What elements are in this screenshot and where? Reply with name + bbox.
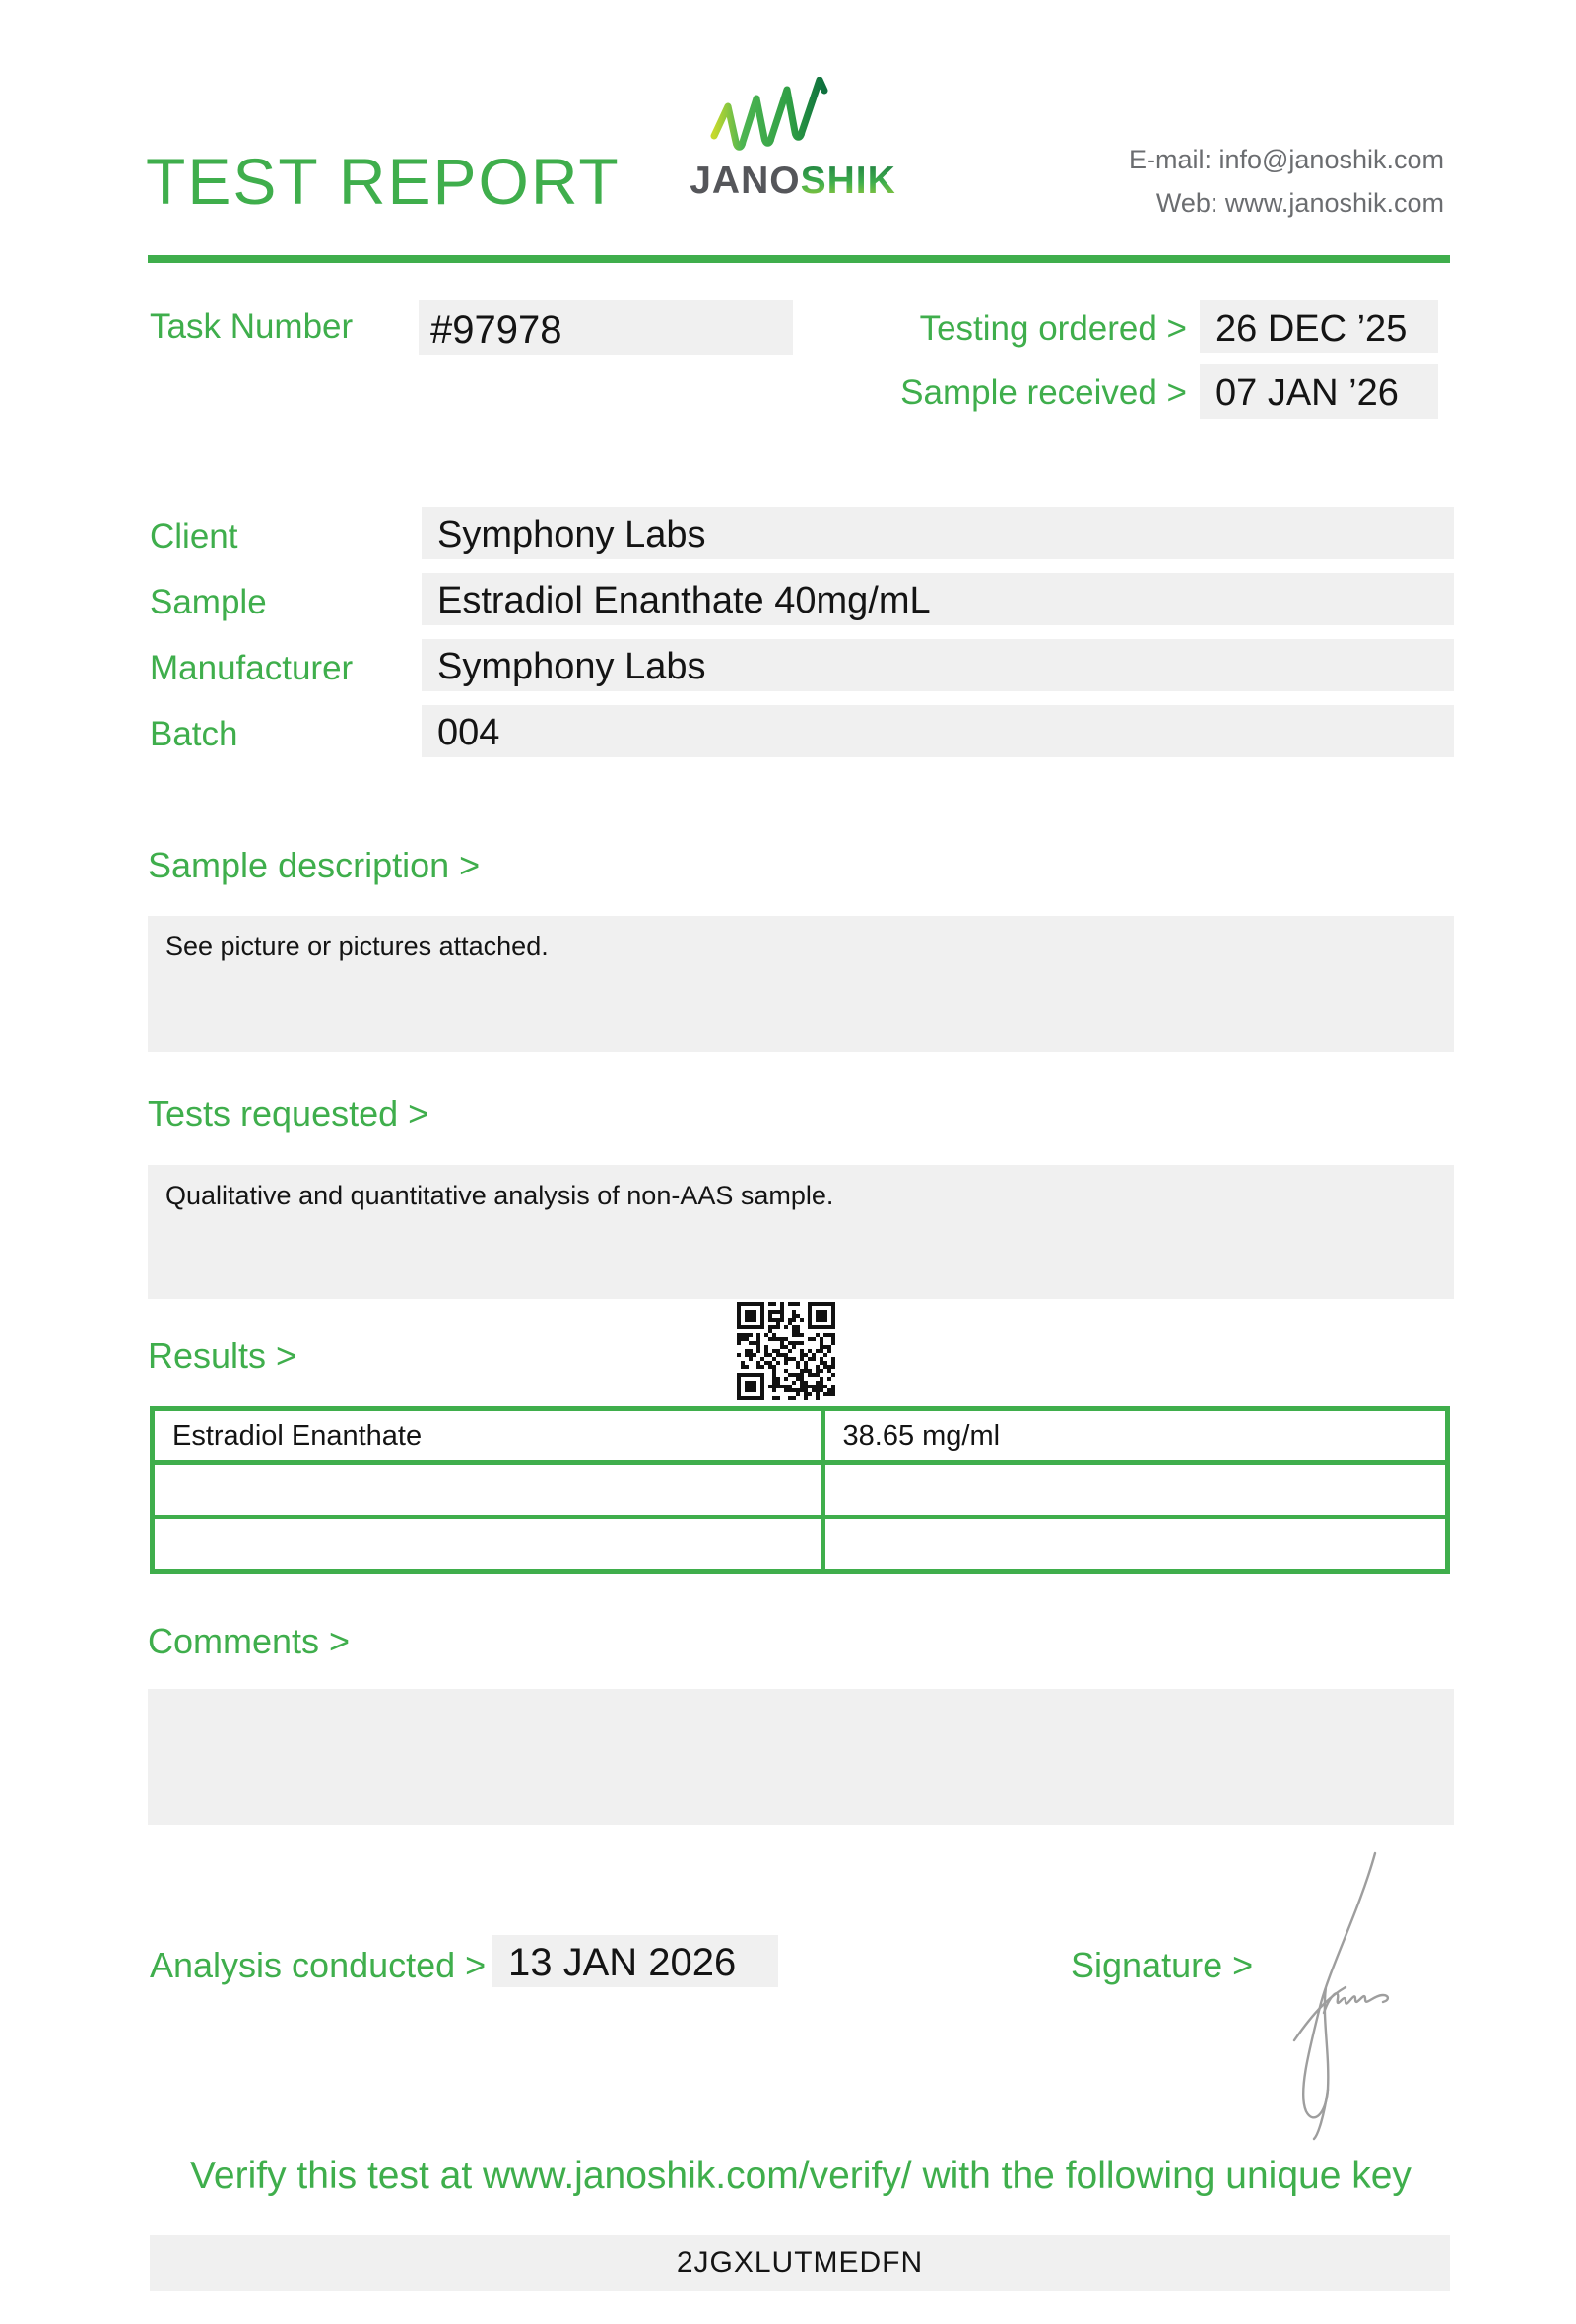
sample-label: Sample bbox=[150, 583, 267, 621]
contact-email: E-mail: info@janoshik.com bbox=[1128, 145, 1444, 174]
testing-ordered-value-box bbox=[1200, 300, 1438, 353]
analysis-date-value: 13 JAN 2026 bbox=[508, 1941, 737, 1984]
sample-description-box bbox=[148, 916, 1454, 1052]
info-row-manufacturer bbox=[150, 639, 1454, 691]
results-row bbox=[153, 1463, 1448, 1517]
analysis-conducted-label: Analysis conducted > bbox=[150, 1945, 487, 1985]
client-value: Symphony Labs bbox=[437, 514, 706, 555]
signature-label: Signature > bbox=[1071, 1945, 1254, 1985]
logo-wordmark bbox=[680, 160, 906, 203]
sample-description-text: See picture or pictures attached. bbox=[165, 932, 549, 961]
logo-word-shik: SHIK bbox=[800, 160, 896, 202]
testing-ordered-label: Testing ordered > bbox=[919, 309, 1187, 348]
janoshik-logo bbox=[680, 77, 906, 203]
results-table bbox=[150, 1406, 1450, 1574]
sample-received-value: 07 JAN ’26 bbox=[1215, 372, 1399, 414]
header-divider bbox=[148, 255, 1450, 263]
contact-web: Web: www.janoshik.com bbox=[1155, 188, 1444, 218]
task-number-label: Task Number bbox=[150, 307, 354, 346]
verify-key-box bbox=[150, 2235, 1450, 2291]
result-analyte-cell: Estradiol Enanthate bbox=[153, 1409, 823, 1463]
sample-description-heading: Sample description > bbox=[148, 845, 481, 885]
growth-chart-icon bbox=[706, 77, 880, 158]
client-label: Client bbox=[150, 517, 238, 555]
results-row bbox=[153, 1409, 1448, 1463]
info-row-batch bbox=[150, 705, 1454, 757]
comments-box bbox=[148, 1689, 1454, 1825]
batch-label: Batch bbox=[150, 715, 238, 753]
result-analyte-cell bbox=[153, 1463, 823, 1517]
verify-key-value: 2JGXLUTMEDFN bbox=[676, 2246, 924, 2279]
manufacturer-value-box bbox=[422, 639, 1454, 691]
signature-image bbox=[1273, 1847, 1420, 2143]
qr-code bbox=[737, 1302, 835, 1400]
result-value-cell: 38.65 mg/ml bbox=[822, 1409, 1448, 1463]
sample-received-value-box bbox=[1200, 364, 1438, 419]
result-value-cell bbox=[822, 1517, 1448, 1572]
batch-value-box bbox=[422, 705, 1454, 757]
testing-ordered-value: 26 DEC ’25 bbox=[1215, 308, 1408, 350]
info-row-sample bbox=[150, 573, 1454, 625]
tests-requested-box bbox=[148, 1165, 1454, 1299]
result-analyte-cell bbox=[153, 1517, 823, 1572]
results-heading: Results > bbox=[148, 1335, 297, 1376]
client-value-box bbox=[422, 507, 1454, 559]
tests-requested-heading: Tests requested > bbox=[148, 1093, 429, 1133]
comments-text bbox=[148, 1689, 1454, 1705]
sample-value-box bbox=[422, 573, 1454, 625]
logo-word-jano: JANO bbox=[690, 160, 801, 202]
comments-heading: Comments > bbox=[148, 1621, 351, 1661]
manufacturer-label: Manufacturer bbox=[150, 649, 354, 687]
manufacturer-value: Symphony Labs bbox=[437, 646, 706, 687]
tests-requested-text: Qualitative and quantitative analysis of non-AAS sample. bbox=[165, 1181, 834, 1210]
page-title: TEST REPORT bbox=[146, 145, 621, 218]
results-row bbox=[153, 1517, 1448, 1572]
analysis-date-box bbox=[492, 1935, 778, 1987]
sample-received-label: Sample received > bbox=[900, 373, 1187, 412]
verify-instruction: Verify this test at www.janoshik.com/verify/ with the following unique key bbox=[190, 2155, 1412, 2197]
task-number-value-box bbox=[419, 300, 793, 355]
batch-value: 004 bbox=[437, 712, 500, 753]
task-number-value: #97978 bbox=[430, 308, 562, 352]
result-value-cell bbox=[822, 1463, 1448, 1517]
info-row-client bbox=[150, 507, 1454, 559]
contact-block bbox=[1129, 138, 1444, 225]
sample-value: Estradiol Enanthate 40mg/mL bbox=[437, 580, 931, 621]
